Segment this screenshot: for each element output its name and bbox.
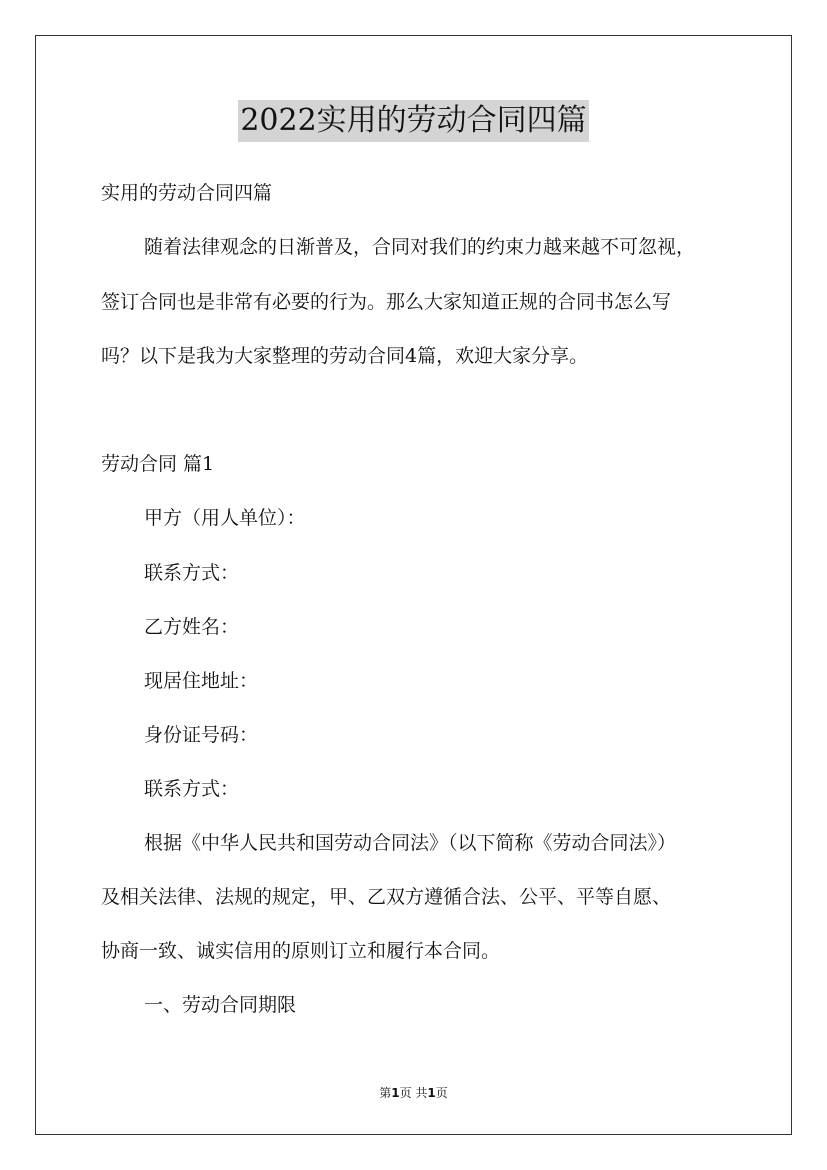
field-id-number: 身份证号码： bbox=[144, 724, 259, 746]
page-footer bbox=[0, 1084, 827, 1102]
basis-line-2: 及相关法律、法规的规定，甲、乙双方遵循合法、公平、平等自愿、 bbox=[101, 886, 672, 908]
basis-line-1: 根据《中华人民共和国劳动合同法》（以下简称《劳动合同法》） bbox=[144, 832, 677, 854]
field-contact-b: 联系方式： bbox=[144, 778, 240, 800]
document-subtitle: 实用的劳动合同四篇 bbox=[101, 182, 273, 204]
footer-mid: 页 共 bbox=[399, 1086, 428, 1100]
document-title: 2022实用的劳动合同四篇 bbox=[238, 100, 588, 142]
footer-page-current: 1 bbox=[391, 1086, 400, 1100]
field-party-a: 甲方（用人单位）： bbox=[144, 507, 306, 529]
section-heading: 劳动合同 篇1 bbox=[101, 453, 215, 475]
intro-line-3: 吗？以下是我为大家整理的劳动合同4篇，欢迎大家分享。 bbox=[101, 345, 589, 367]
footer-suffix: 页 bbox=[435, 1086, 448, 1100]
field-contact-a: 联系方式： bbox=[144, 562, 240, 584]
field-address: 现居住地址： bbox=[144, 670, 259, 692]
basis-line-3: 协商一致、诚实信用的原则订立和履行本合同。 bbox=[101, 940, 501, 962]
footer-prefix: 第 bbox=[379, 1086, 392, 1100]
title-block bbox=[0, 100, 827, 142]
field-party-b-name: 乙方姓名： bbox=[144, 616, 240, 638]
clause-heading-1: 一、劳动合同期限 bbox=[144, 994, 297, 1016]
intro-line-1: 随着法律观念的日渐普及，合同对我们的约束力越来越不可忽视， bbox=[144, 236, 696, 258]
intro-line-2: 签订合同也是非常有必要的行为。那么大家知道正规的合同书怎么写 bbox=[101, 291, 672, 313]
footer-page-total: 1 bbox=[427, 1086, 436, 1100]
